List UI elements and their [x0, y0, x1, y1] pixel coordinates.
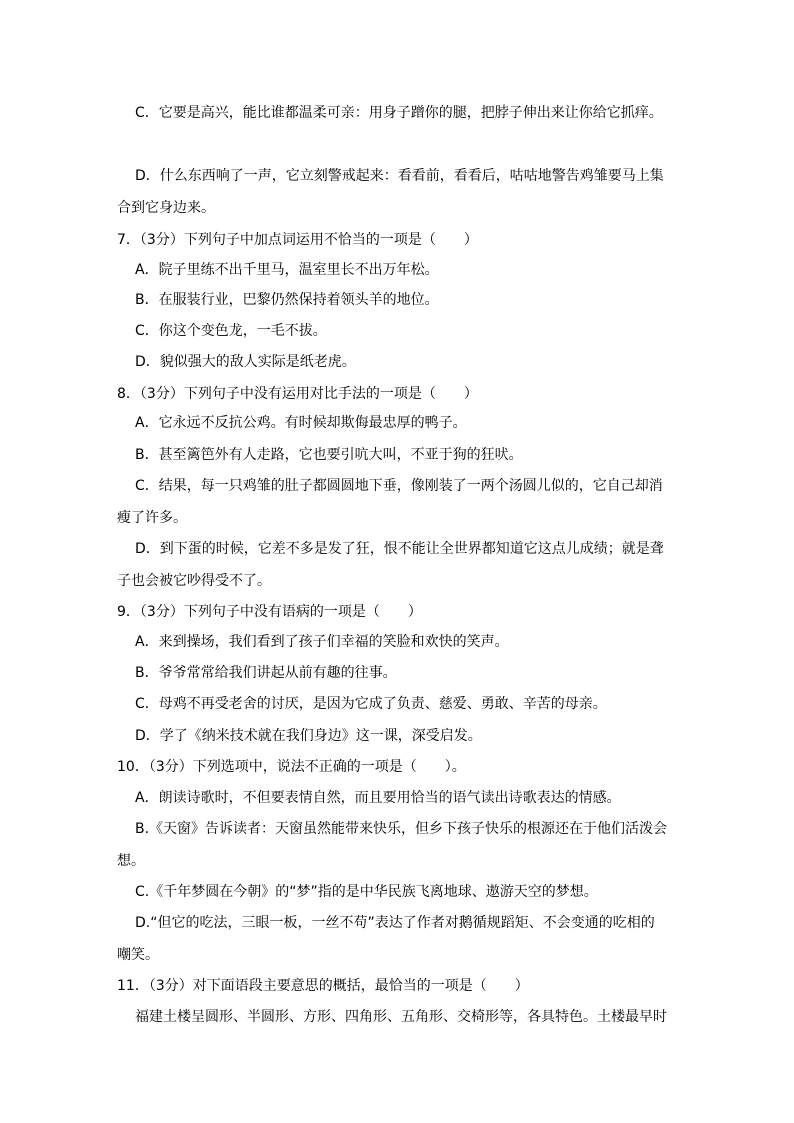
q9-option-b: B．爷爷常常给我们讲起从前有趣的往事。 — [135, 665, 397, 681]
q10-option-b-cont: 想。 — [117, 853, 145, 869]
q10-option-d: D.“但它的吃法，三眼一板，一丝不苟”表达了作者对鹅循规蹈矩、不会变通的吃相的 — [135, 915, 655, 931]
q7-option-a: A．院子里练不出千里马，温室里长不出万年松。 — [135, 262, 439, 278]
q9-option-a: A．来到操场，我们看到了孩子们幸福的笑脸和欢快的笑声。 — [135, 634, 509, 650]
q8-option-b: B．甚至篱笆外有人走路，它也要引吭大叫，不亚于狗的狂吠。 — [135, 447, 523, 463]
q10-option-a: A．朗读诗歌时，不但要表情自然，而且要用恰当的语气读出诗歌表达的情感。 — [135, 790, 621, 806]
q7-option-b: B．在服装行业，巴黎仍然保持着领头羊的地位。 — [135, 292, 439, 308]
q10-option-d-cont: 嘲笑。 — [117, 947, 159, 963]
q8-option-c-cont: 瘦了许多。 — [117, 510, 187, 526]
q7-stem: 7．（3分）下列句子中加点词运用不恰当的一项是（ ） — [117, 232, 478, 248]
q10-stem: 10．（3分）下列选项中，说法不正确的一项是（ ）。 — [117, 759, 466, 775]
q8-option-d: D．到下蛋的时候，它差不多是发了狂，恨不能让全世界都知道它这点儿成绩；就是聋 — [135, 541, 664, 557]
q11-passage: 福建土楼呈圆形、半圆形、方形、四角形、五角形、交椅形等，各具特色。土楼最早时 — [135, 1009, 667, 1025]
q10-option-b: B.《天窗》告诉读者：天窗虽然能带来快乐，但乡下孩子快乐的根源还在于他们活泼会 — [135, 821, 668, 837]
q9-option-c: C．母鸡不再受老舍的讨厌，是因为它成了负责、慈爱、勇敢、辛苦的母亲。 — [135, 696, 607, 712]
q6-option-d: D．什么东西响了一声，它立刻警戒起来：看看前，看看后，咕咕地警告鸡雏要马上集 — [135, 168, 664, 184]
q8-option-c: C．结果，每一只鸡雏的肚子都圆圆地下垂，像刚装了一两个汤圆儿似的，它自己却消 — [135, 478, 663, 494]
q7-option-c: C．你这个变色龙，一毛不拔。 — [135, 323, 327, 339]
q8-stem: 8．（3分）下列句子中没有运用对比手法的一项是（ ） — [117, 386, 478, 402]
q10-option-c: C.《千年梦圆在今朝》的“梦”指的是中华民族飞离地球、遨游天空的梦想。 — [135, 884, 598, 900]
q8-option-a: A．它永远不反抗公鸡。有时候却欺侮最忠厚的鸭子。 — [135, 415, 467, 431]
q9-stem: 9．（3分）下列句子中没有语病的一项是（ ） — [117, 604, 422, 620]
q7-option-d: D．貌似强大的敌人实际是纸老虎。 — [135, 354, 356, 370]
q11-stem: 11．（3分）对下面语段主要意思的概括，最恰当的一项是（ ） — [117, 978, 529, 994]
q6-option-c: C．它要是高兴，能比谁都温柔可亲：用身子蹭你的腿，把脖子伸出来让你给它抓痒。 — [135, 105, 663, 121]
q8-option-d-cont: 子也会被它吵得受不了。 — [117, 573, 271, 589]
q9-option-d: D．学了《纳米技术就在我们身边》这一课，深受启发。 — [135, 728, 482, 744]
q6-option-d-cont: 合到它身边来。 — [117, 200, 215, 216]
